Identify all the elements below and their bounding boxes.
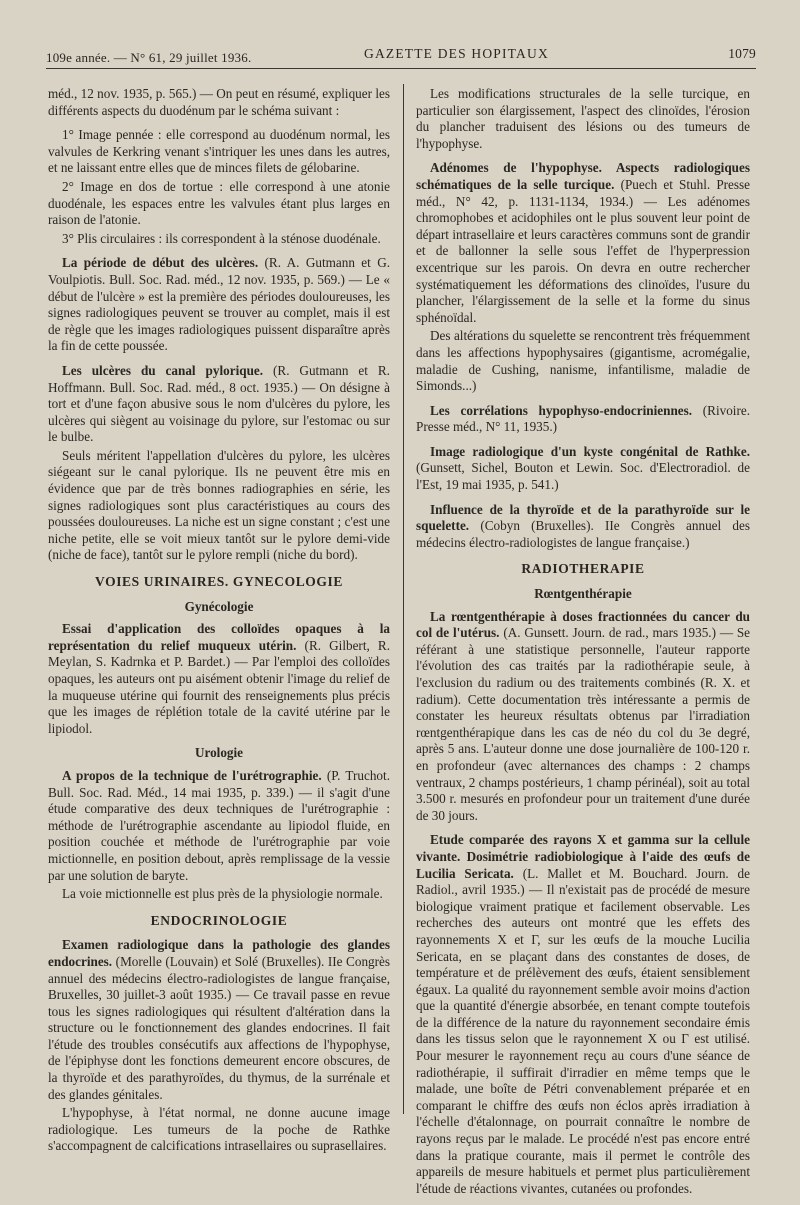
section-heading: VOIES URINAIRES. GYNECOLOGIE: [95, 574, 343, 590]
abstract-title: Influence de la thyroïde et de la parathyroïde sur le squelette.: [416, 501, 750, 534]
column-divider: [403, 84, 404, 1114]
abstract-entry: [416, 160, 750, 326]
journal-title: GAZETTE DES HOPITAUX: [364, 46, 549, 61]
abstract-body: — Les adénomes chromophobes et acidophiles ont le plus souvent leur point de départ intrasellaire et leurs caractères communs sont de grandir et de ballonner la selle sous l'effet de l'hyperpression excentrique sur les parois. On devra en outre rechercher systématiquement les déformations des clinoïdes, l'usure du plancher, l'élargissement de la selle et la forme du sinus sphénoïdal.: [416, 193, 750, 325]
left-column: [48, 86, 390, 1163]
subsection-heading: Urologie: [194, 745, 244, 761]
abstract-entry: [416, 444, 750, 494]
abstract-body: — Il n'existait pas de procédé de mesure biologique vraiment pratique et facilement observable. Les recherches des auteurs ont montré que les effets des rayonnements X et Γ, sur les œufs de la mouche Lucilia Sericata, en se plaçant dans des constantes de doses, de température et de prélèvement des œufs, étaient sensiblement égaux. La qualité du rayonnement semble avoir moins d'action que la quantité d'énergie absorbée, en tenant compte toutefois de la différence de la nature du rayonnement secondaire émis dans les tissus selon que le rayonnement X ou Γ est utilisé. Pour mesurer le rayonnement reçu au cours d'une séance de radiothérapie, il suffirait d'irradier en même temps que le malade, une boîte de Pétri convenablement préparée et en comparant le chiffre des œufs non éclos après irradiation à l'échelle d'étalonnage, on pourrait connaître le nombre de rayons reçus par le malade. Le procédé n'est pas encore entré dans la pratique courante, mais il permet le contrôle des appareils de mesure habituels et permet plus particulièrement l'étude de réactions vivantes, cutanées ou profondes.: [416, 882, 750, 1196]
abstract-entry: [48, 768, 390, 884]
subsection-heading: Gynécologie: [184, 598, 254, 614]
abstract-title: Essai d'application des colloïdes opaques à la représentation du relief muqueux utérin.: [48, 621, 390, 653]
abstract-ref: (A. Gunsett. Journ. de rad., mars 1935.): [503, 625, 716, 641]
running-header: [46, 46, 756, 66]
abstract-body: — Ce travail passe en revue tous les signes radiologiques qui résultent d'altération dans la structure ou le fonctionnement des glandes endocrines. Il fait l'étude des troubles consécutifs aux affections de l'hypophyse, de l'épiphyse dont les fonctions demeurent encore obscures, de la thyroïde et des parathyroïdes, du thymus, de la surrénale et des glandes génitales.: [48, 987, 391, 1102]
list-item: 2° Image en dos de tortue : elle correspond à une atonie duodénale, les espaces entre les valvules étant plus larges en raison de l'atonie.: [48, 178, 390, 228]
abstract-title: Examen radiologique dans la pathologie des glandes endocrines.: [48, 937, 390, 969]
right-column: [416, 86, 750, 1205]
abstract-ref: (R. A. Gutmann et G. Voulpiotis. Bull. Soc. Rad. méd., 12 nov. 1935, p. 569.): [48, 255, 391, 287]
abstract-entry: [416, 832, 750, 1197]
abstract-ref: (Gunsett, Sichel, Bouton et Lewin. Soc. d'Electroradiol. de l'Est, 19 mai 1935, p. 541.): [416, 460, 750, 493]
abstract-title: Les ulcères du canal pylorique.: [62, 362, 264, 378]
abstract-entry: [48, 255, 390, 355]
abstract-ref: (R. Gilbert, R. Meylan, S. Kadrnka et P. Bardet.): [48, 637, 390, 670]
paragraph: méd., 12 nov. 1935, p. 565.) — On peut en résumé, expliquer les différents aspects du duodénum par le schéma suivant :: [48, 86, 390, 118]
subsection-heading: Rœntgenthérapie: [534, 586, 632, 602]
header-rule: [46, 68, 756, 69]
issue-info: 109e année. — N° 61, 29 juillet 1936.: [46, 50, 252, 65]
page-number: 1079: [728, 46, 756, 61]
abstract-entry: [48, 937, 390, 1103]
paragraph: Des altérations du squelette se rencontrent très fréquemment dans les affections hypophysaires (gigantisme, acromégalie, maladie de Cushing, nanisme, infantilisme, maladie de Simonds...): [416, 328, 750, 394]
abstract-body: — il s'agit d'une étude comparative des deux techniques de l'urétrographie : méthode de l'urétrographie ascendante au lipiodol fluide, en position couchée et méthode de l'urétrographie par voie mictionnelle, en position debout, après remplissage de la vessie par une solution de baryte.: [48, 784, 391, 883]
paragraph: Seuls méritent l'appellation d'ulcères du pylore, les ulcères siégeant sur le canal pylorique. Ils ne peuvent être mis en évidence que par de très bonnes radiographies en série, les signes radiologiques sont plus caractéristiques au cours des poussées douloureuses. La niche est un signe constant ; c'est une niche petite, elle se voit mieux tantôt sur le pylore demi-vide (niche de face), tantôt sur le pylore rempli (niche du bord).: [48, 447, 390, 563]
abstract-title: Etude comparée des rayons X et gamma sur la cellule vivante. Dosimétrie radiobiologique à l'aide des œufs de Lucilia Sericata.: [416, 832, 750, 881]
abstract-ref: (Puech et Stuhl. Presse méd., N° 42, p. 1131-1134, 1934.): [416, 176, 751, 209]
abstract-title: Image radiologique d'un kyste congénital de Rathke.: [430, 443, 750, 459]
section-heading: ENDOCRINOLOGIE: [150, 912, 288, 928]
list-item: 1° Image pennée : elle correspond au duodénum normal, les valvules de Kerkring venant s'intriquer les unes dans les autres, et ne laissant entre elles que de minces filets de gélobarine.: [48, 127, 390, 176]
abstract-ref: (Rivoire. Presse méd., N° 11, 1935.): [416, 402, 750, 435]
abstract-ref: (L. Mallet et M. Bouchard. Journ. de Radiol., avril 1935.): [416, 865, 751, 898]
abstract-ref: (Morelle (Louvain) et Solé (Bruxelles). IIe Congrès annuel des médecins électro-radiologistes de langue française, Bruxelles, 30 juillet-3 août 1935.): [48, 953, 391, 1003]
section-heading: RADIOTHERAPIE: [521, 561, 645, 577]
abstract-body: — Se référant à une statistique personnelle, l'auteur rapporte l'évolution des cas traités par la radiothérapie seule, à l'exclusion du radium ou des traitements combinés (R. X. et radium). Cette documentation très intéressante a permis de constater les heureux résultats obtenus par l'irradiation rœntgenthérapique dans les cas de néo du col du 3e degré, après 5 ans. L'auteur donne une dose journalière de 100-120 r. en profondeur (avec alternances des champs : 2 champs ventraux, 2 champs postérieurs, 1 champ périnéal), soit au total 3.500 r. mesurés en profondeur pour un traitement d'une durée de 30 jours.: [416, 625, 751, 823]
abstract-entry: [416, 609, 750, 825]
abstract-title: La période de début des ulcères.: [62, 255, 259, 271]
paragraph: La voie mictionnelle est plus près de la physiologie normale.: [62, 886, 383, 902]
abstract-ref: (P. Truchot. Bull. Soc. Rad. Méd., 14 mai 1935, p. 339.): [48, 767, 390, 800]
paragraph: Les modifications structurales de la selle turcique, en particulier son élargissement, l'aspect des clinoïdes, l'érosion du plancher traduisent des lésions ou des tumeurs de l'hypophyse.: [416, 86, 750, 151]
paragraph: L'hypophyse, à l'état normal, ne donne aucune image radiologique. Les tumeurs de la poche de Rathke s'accompagnent de calcifications intrasellaires ou suprasellaires.: [48, 1105, 390, 1154]
abstract-title: A propos de la technique de l'urétrographie.: [62, 767, 322, 783]
list-item: 3° Plis circulaires : ils correspondent à la sténose duodénale.: [62, 230, 381, 246]
abstract-entry: [416, 403, 750, 436]
abstract-body: — Par l'emploi des colloïdes opaques, les auteurs ont pu aisément obtenir l'image du relief de la muqueuse utérine qui fournit des renseignements plus précis que les images de réplétion totale de la cavité utérine par le lipiodol.: [48, 654, 391, 736]
abstract-entry: [48, 363, 390, 446]
abstract-body: — Le « début de l'ulcère » est la première des périodes douloureuses, les signes radiologiques peuvent se trouver au complet, mais il est de règle que les images radiologiques puissent disparaître après la fin de cette poussée.: [48, 271, 390, 354]
abstract-body: — On désigne à tort et d'une façon abusive sous le nom d'ulcères du pylore, les ulcères qui siègent au voisinage du pylore, sur l'estomac ou sur le bulbe.: [48, 379, 391, 445]
abstract-ref: (Cobyn (Bruxelles). IIe Congrès annuel des médecins électro-radiologistes de langue française.): [416, 518, 750, 550]
abstract-title: Les corrélations hypophyso-endocriniennes.: [430, 402, 693, 418]
abstract-ref: (R. Gutmann et R. Hoffmann. Bull. Soc. Rad. méd., 8 oct. 1935.): [48, 362, 390, 395]
abstract-entry: [416, 502, 750, 552]
abstract-entry: [48, 621, 390, 737]
abstract-title: Adénomes de l'hypophyse. Aspects radiologiques schématiques de la selle turcique.: [416, 160, 750, 192]
abstract-title: La rœntgenthérapie à doses fractionnées du cancer du col de l'utérus.: [416, 608, 750, 641]
